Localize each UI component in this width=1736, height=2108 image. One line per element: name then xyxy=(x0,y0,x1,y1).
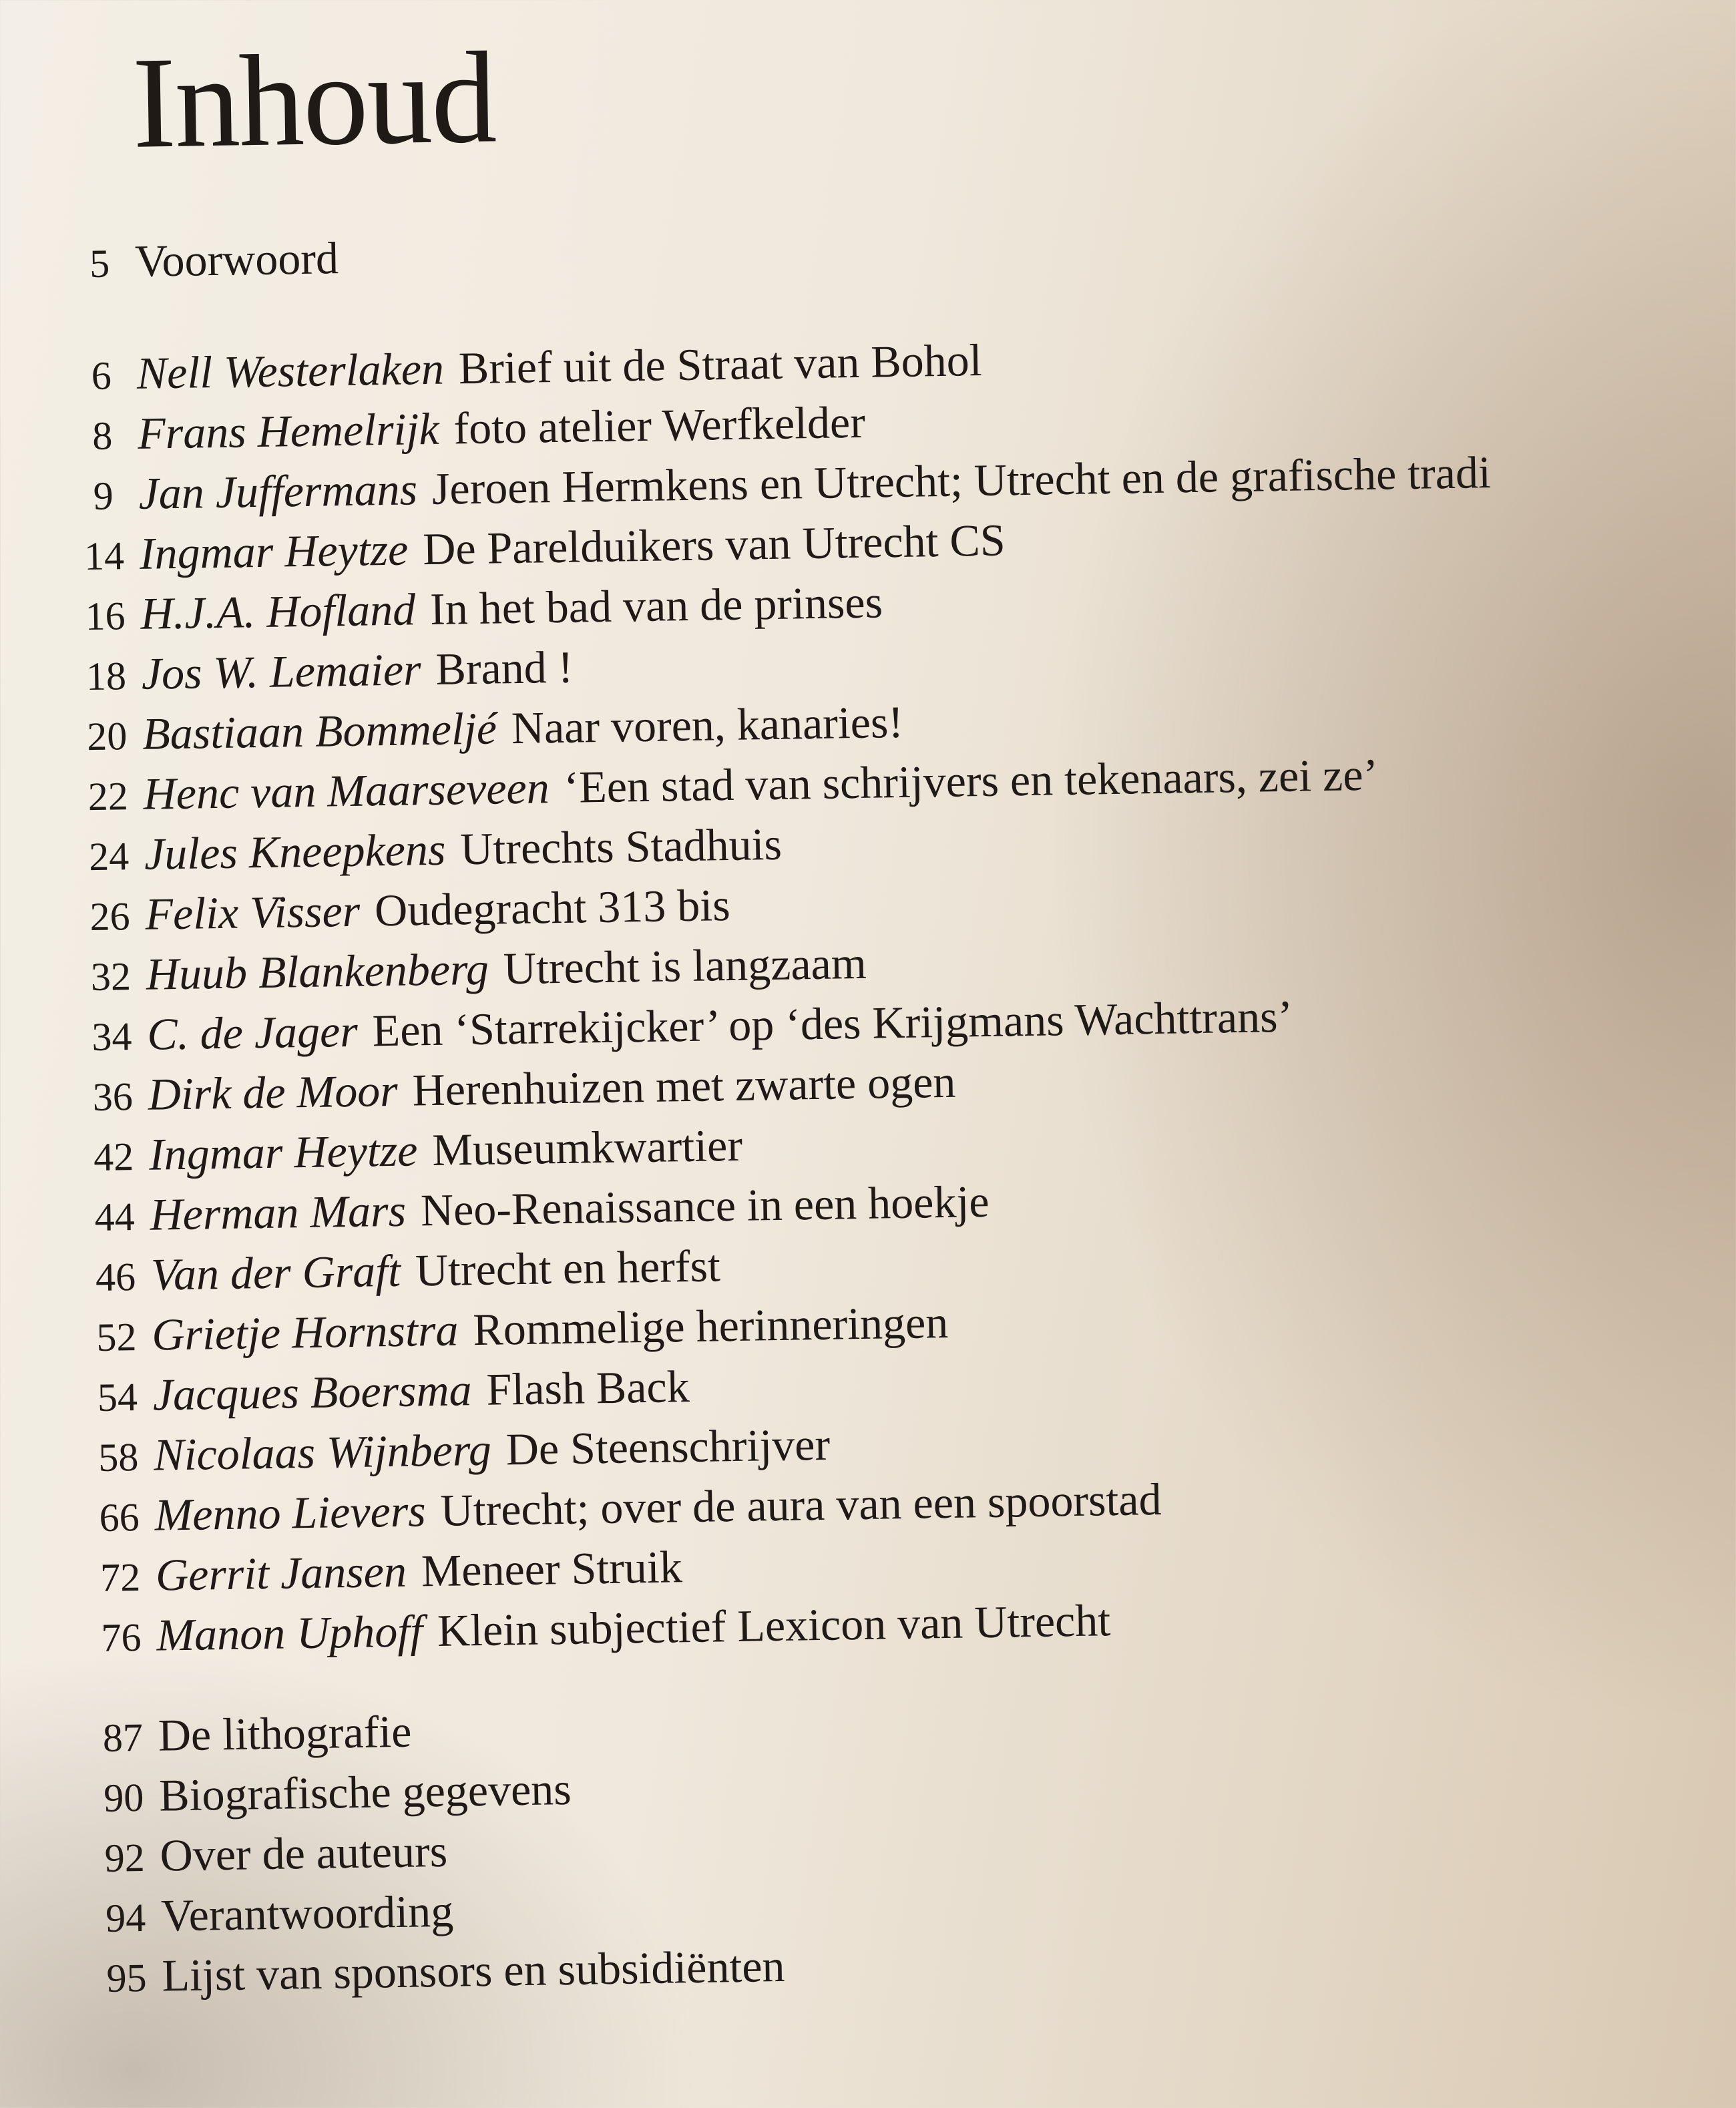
entry-title: Utrechts Stadhuis xyxy=(459,818,783,875)
entry-title: Lijst van sponsors en subsidiënten xyxy=(161,1940,786,2001)
page-number: 94 xyxy=(105,1895,146,1940)
entry-title: Rommelige herinneringen xyxy=(472,1296,949,1355)
page-number: 20 xyxy=(86,714,128,759)
page-number: 72 xyxy=(99,1554,141,1600)
page-number: 26 xyxy=(89,894,131,939)
entry-title: Naar voren, kanaries! xyxy=(511,696,904,754)
page-number: 5 xyxy=(89,241,110,286)
entry-author: Felix Visser xyxy=(144,885,361,939)
page-number: 24 xyxy=(88,834,130,879)
entry-author: Huub Blankenberg xyxy=(146,943,489,1000)
page-number: 14 xyxy=(83,534,125,579)
entry-title: Flash Back xyxy=(485,1361,690,1415)
entry-title: Klein subjectief Lexicon van Utrecht xyxy=(437,1595,1111,1657)
entry-title: Brand ! xyxy=(435,641,574,694)
page-number: 66 xyxy=(99,1495,140,1540)
entry-title: Neo-Renaissance in een hoekje xyxy=(420,1175,990,1236)
page-number: 8 xyxy=(91,413,113,458)
page-number: 9 xyxy=(93,473,114,518)
page-number: 36 xyxy=(92,1074,134,1120)
entry-title: De Parelduikers van Utrecht CS xyxy=(422,514,1006,575)
entry-author: Gerrit Jansen xyxy=(155,1545,407,1601)
entry-author: Van der Graft xyxy=(150,1245,401,1300)
page-number: 87 xyxy=(102,1715,144,1760)
page-number: 46 xyxy=(95,1255,136,1299)
entry-title: foto atelier Werfkelder xyxy=(453,396,866,454)
entry-author: Nicolaas Wijnberg xyxy=(153,1424,492,1480)
page-number: 32 xyxy=(90,954,132,1000)
entry-author: Ingmar Heytze xyxy=(148,1124,418,1180)
entry-title: Oudegracht 313 bis xyxy=(374,879,731,936)
entry-author: Henc van Maarseveen xyxy=(143,762,550,819)
page-number: 58 xyxy=(97,1435,139,1480)
entry-author: Herman Mars xyxy=(149,1185,407,1240)
entry-title: Jeroen Hermkens en Utrecht; Utrecht en de grafische tradi xyxy=(431,447,1492,514)
page-number: 90 xyxy=(103,1775,144,1820)
entry-author: Nell Westerlaken xyxy=(136,343,445,399)
entry-title: Utrecht en herfst xyxy=(415,1240,721,1296)
table-of-contents xyxy=(64,213,1736,2014)
entry-author: Jacques Boersma xyxy=(152,1364,473,1420)
entry-author: Dirk de Moor xyxy=(148,1064,399,1120)
entry-author: Jan Juffermans xyxy=(138,463,418,519)
page-number: 16 xyxy=(84,594,126,639)
page-number: 54 xyxy=(97,1375,138,1420)
entry-author: Menno Lievers xyxy=(154,1485,427,1540)
entry-title: Meneer Struik xyxy=(421,1541,683,1597)
page-number: 92 xyxy=(104,1835,146,1880)
entry-author: Jos W. Lemaier xyxy=(141,644,422,699)
entry-title: Biografische gegevens xyxy=(158,1763,572,1821)
entry-author: C. de Jager xyxy=(146,1005,359,1060)
entry-author: Ingmar Heytze xyxy=(139,523,409,579)
entry-title: Verantwoording xyxy=(160,1885,454,1941)
entry-title: In het bad van de prinses xyxy=(429,576,883,634)
page-number: 44 xyxy=(94,1195,136,1239)
page-title: Inhoud xyxy=(131,25,497,176)
page-number: 52 xyxy=(95,1315,137,1359)
page-number: 18 xyxy=(85,654,127,699)
entry-title: De Steenschrijver xyxy=(505,1418,831,1475)
entry-author: Manon Uphoff xyxy=(156,1605,423,1661)
entry-title: Een ‘Starrekijcker’ op ‘des Krijgmans Wachttrans’ xyxy=(372,990,1293,1056)
entry-title: Voorwoord xyxy=(134,232,339,286)
page-number: 22 xyxy=(87,774,129,819)
entry-author: Grietje Hornstra xyxy=(151,1304,459,1360)
entry-title: Herenhuizen met zwarte ogen xyxy=(412,1056,956,1116)
page-number: 34 xyxy=(91,1014,132,1060)
entry-title: Utrecht; over de aura van een spoorstad xyxy=(440,1473,1162,1536)
entry-author: Frans Hemelrijk xyxy=(137,403,440,459)
page-number: 6 xyxy=(91,353,112,398)
entry-author: Jules Kneepkens xyxy=(144,823,446,879)
entry-title: Museumkwartier xyxy=(431,1119,743,1176)
entry-author: H.J.A. Hofland xyxy=(140,584,416,639)
entry-title: Over de auteurs xyxy=(160,1825,448,1881)
entry-author: Bastiaan Bommeljé xyxy=(142,702,497,759)
page-number: 76 xyxy=(101,1615,142,1660)
page-number: 42 xyxy=(93,1134,134,1180)
entry-title: Brief uit de Straat van Bohol xyxy=(458,334,983,394)
entry-title: De lithografie xyxy=(158,1705,412,1761)
page-number: 95 xyxy=(106,1955,148,2000)
entry-title: ‘Een stad van schrijvers en tekenaars, zei ze’ xyxy=(563,749,1379,813)
entry-title: Utrecht is langzaam xyxy=(503,937,867,994)
